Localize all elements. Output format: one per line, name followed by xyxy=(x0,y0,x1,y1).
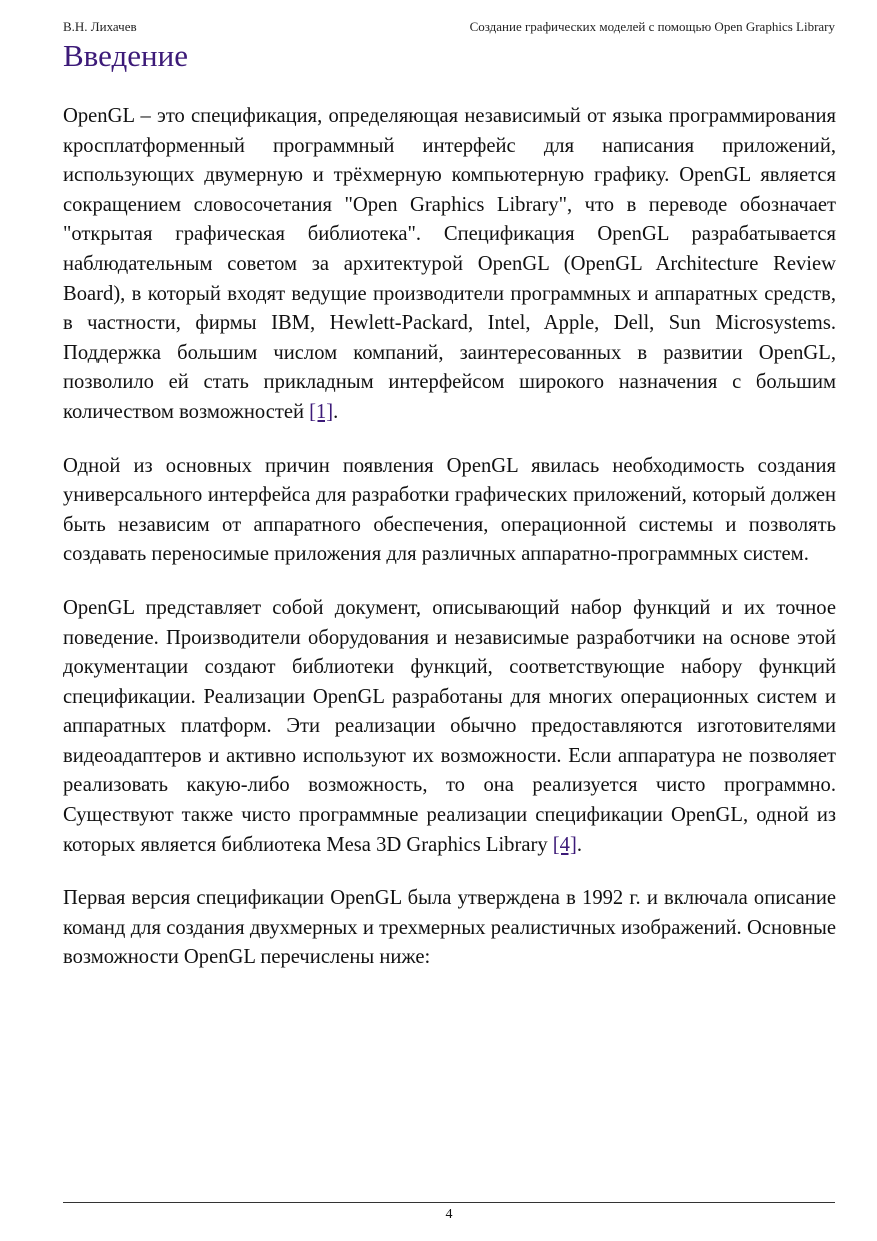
paragraph-text: OpenGL представляет собой документ, описывающий набор функций и их точное поведение. Производители оборудования и независимые разработчики на основе этой документации создают библиотеки функций, соответствующие набору функций спецификации. Реализации OpenGL разработаны для многих операционных систем и аппаратных платформ. Эти реализации обычно предоставляются изготовителями видеоадаптеров и активно используют их возможности. Если аппаратура не позволяет реализовать какую-либо возможность, то она реализуется чисто программно. Существуют также чисто программные реализации спецификации OpenGL, одной из которых является библиотека Mesa 3D Graphics Library xyxy=(63,596,836,856)
reference-link-1[interactable]: [1] xyxy=(309,400,334,423)
reference-link-4[interactable]: [4] xyxy=(552,833,577,856)
header-author: В.Н. Лихачев xyxy=(63,19,137,34)
paragraph-text: Одной из основных причин появления OpenGL явилась необходимость создания универсального интерфейса для разработки графических приложений, который должен быть независим от аппаратного обеспечения, операционной системы и позволять создавать переносимые приложения для различных аппаратно-программных систем. xyxy=(63,454,836,566)
paragraph-first-version xyxy=(63,884,836,973)
paragraph-text: OpenGL – это спецификация, определяющая независимый от языка программирования кросплатформенный программный интерфейс для написания приложений, использующих двумерную и трёхмерную компьютерную графику. OpenGL является сокращением словосочетания "Open Graphics Library", что в переводе обозначает "открытая графическая библиотека". Спецификация OpenGL разрабатывается наблюдательным советом за архитектурой OpenGL (OpenGL Architecture Review Board), в который входят ведущие производители программных и аппаратных средств, в частности, фирмы IBM, Hewlett-Packard, Intel, Apple, Dell, Sun Microsystems. Поддержка большим числом компаний, заинтересованных в развитии OpenGL, позволило ей стать прикладным интерфейсом широкого назначения с большим количеством возможностей xyxy=(63,105,836,423)
body-text xyxy=(63,102,836,997)
page-title: Введение xyxy=(63,38,188,73)
paragraph-tail: . xyxy=(576,833,582,856)
paragraph-opengl-implementations xyxy=(63,594,836,860)
paragraph-opengl-definition xyxy=(63,102,836,428)
paragraph-opengl-origin xyxy=(63,452,836,570)
paragraph-text: Первая версия спецификации OpenGL была утверждена в 1992 г. и включала описание команд для создания двухмерных и трехмерных реалистичных изображений. Основные возможности OpenGL перечислены ниже: xyxy=(63,887,836,969)
footer-divider xyxy=(63,1202,835,1203)
header-book-title: Создание графических моделей с помощью Open Graphics Library xyxy=(469,19,835,34)
paragraph-tail: . xyxy=(333,400,339,423)
page-number: 4 xyxy=(445,1207,453,1222)
